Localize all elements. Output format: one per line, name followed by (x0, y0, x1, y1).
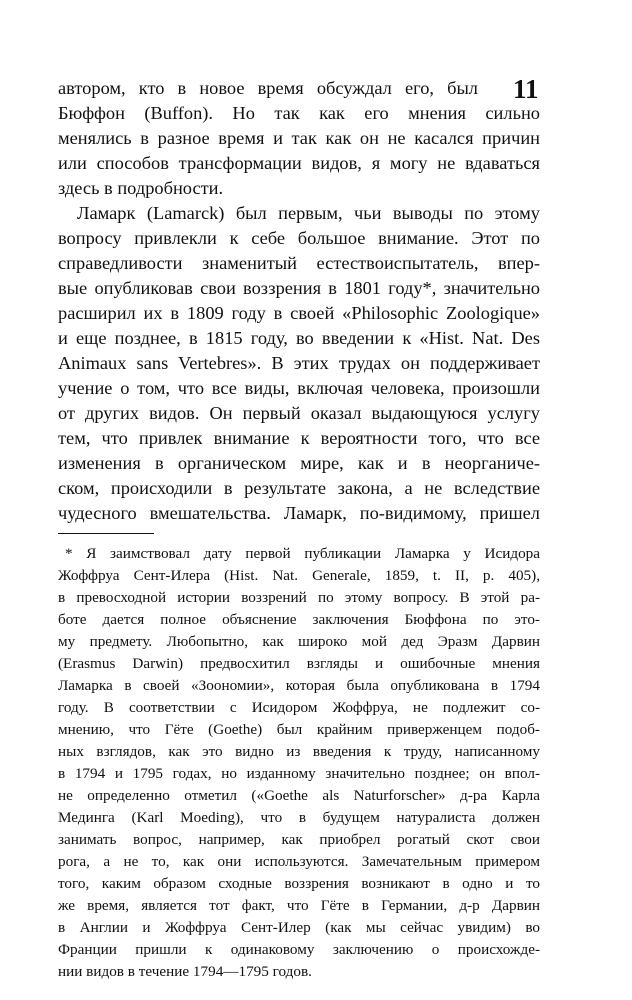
body-text-line: изменения в органическом мире, как и в неорганиче- (58, 453, 540, 473)
body-text-line: автором, кто в новое время обсуждал его, был (58, 78, 478, 98)
body-text-line: расширил их в 1809 году в своей «Philosophic Zoologique» (58, 303, 540, 323)
body-text-line: менялись в разное время и так как он не касался причин (58, 128, 540, 148)
footnote-line: ных взглядов, как это видно из введения к труду, написанному (58, 743, 540, 760)
page-number: 11 (513, 74, 539, 104)
footnote-line: же время, является тот факт, что Гёте в Германии, д-р Дарвин (58, 897, 540, 914)
body-text-line: ском, происходили в результате закона, а не вследствие (58, 478, 540, 498)
footnote-line: в 1794 и 1795 годах, но изданному значительно позднее; он впол- (58, 765, 540, 782)
footnote-rule (58, 533, 154, 534)
body-text-line: тем, что привлек внимание к вероятности того, что все (58, 428, 540, 448)
footnote-line: того, каким образом сходные воззрения возникают в одно и то (58, 875, 540, 892)
body-text-line: или способов трансформации видов, я могу не вдаваться (58, 153, 540, 173)
body-text-line: вые опубликовав свои воззрения в 1801 году*, значительно (58, 278, 540, 298)
footnote-line: * Я заимствовал дату первой публикации Ламарка у Исидора (65, 545, 540, 562)
footnote-line: боте дается полное объяснение заключения Бюффона по это- (58, 611, 540, 628)
footnote-line: му предмету. Любопытно, как широко мой дед Эразм Дарвин (58, 633, 540, 650)
body-text-line: и еще позднее, в 1815 году, во введении к «Hist. Nat. Des (58, 328, 540, 348)
footnote-line: рога, а не то, как они используются. Замечательным примером (58, 853, 540, 870)
footnote-line: (Erasmus Darwin) предвосхитил взгляды и ошибочные мнения (58, 655, 540, 672)
body-text-line: справедливости знаменитый естествоиспытатель, впер- (58, 253, 540, 273)
body-text-line: Бюффон (Buffon). Но так как его мнения сильно (58, 103, 540, 123)
footnote-line: в Англии и Жоффруа Сент-Илер (как мы сейчас увидим) во (58, 919, 540, 936)
body-text-line: Ламарк (Lamarck) был первым, чьи выводы по этому (77, 203, 540, 223)
footnote-line: году. В соответствии с Исидором Жоффруа, не подлежит со- (58, 699, 540, 716)
footnote-line: занимать вопрос, например, как приобрел рогатый скот свои (58, 831, 540, 848)
footnote-line: Франции пришли к одинаковому заключению о происхожде- (58, 941, 540, 958)
footnote-line: в превосходной истории воззрений по этому вопросу. В этой ра- (58, 589, 540, 606)
footnote-line: Ламарка в своей «Зоономии», которая была опубликована в 1794 (58, 677, 540, 694)
footnote-line: мнению, что Гёте (Goethe) был крайним приверженцем подоб- (58, 721, 540, 738)
body-text-line: Animaux sans Vertebres». В этих трудах он поддерживает (58, 353, 540, 373)
body-text-line: чудесного вмешательства. Ламарк, по-видимому, пришел (58, 503, 540, 523)
footnote-line: Жоффруа Сент-Илера (Hist. Nat. Generale, 1859, t. II, p. 405), (58, 567, 540, 584)
footnote-line: Медингa (Karl Moeding), что в будущем натуралиста должен (58, 809, 540, 826)
footnote-line: не определенно отметил («Goethe als Naturforscher» д-ра Карла (58, 787, 540, 804)
body-text-line: вопросу привлекли к себе большое внимание. Этот по (58, 228, 540, 248)
body-text-line: здесь в подробности. (58, 178, 224, 198)
body-text-line: учение о том, что все виды, включая человека, произошли (58, 378, 540, 398)
footnote-line: нии видов в течение 1794—1795 годов. (58, 963, 312, 980)
body-text-line: от других видов. Он первый оказал выдающуюся услугу (58, 403, 540, 423)
